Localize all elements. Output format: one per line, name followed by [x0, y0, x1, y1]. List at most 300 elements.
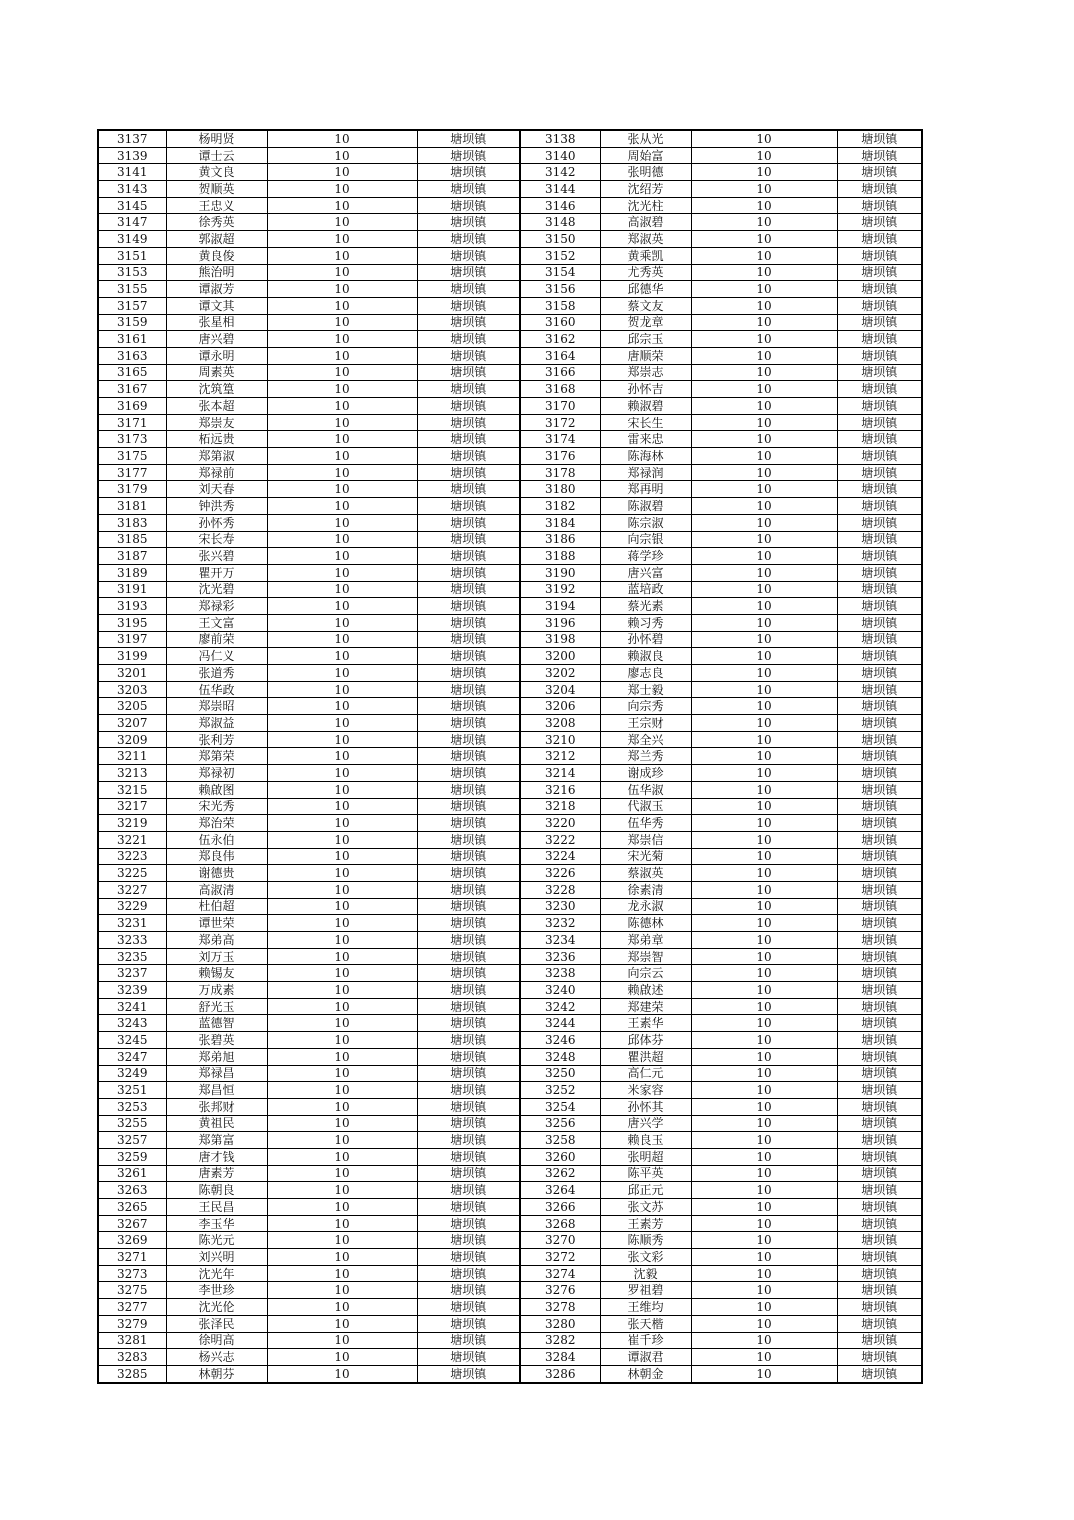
left-name-cell: 廖前荣	[166, 631, 267, 648]
left-name-cell: 郑禄彩	[166, 598, 267, 615]
table-row	[98, 614, 922, 631]
table-row	[98, 231, 922, 248]
right-town-cell: 塘坝镇	[837, 915, 922, 932]
table-row	[98, 464, 922, 481]
left-town-cell: 塘坝镇	[417, 564, 520, 581]
left-amount-cell: 10	[267, 681, 417, 698]
right-name-cell: 蔡文友	[600, 297, 691, 314]
left-name-cell: 蓝德智	[166, 1015, 267, 1032]
right-name-cell: 高仁元	[600, 1065, 691, 1082]
right-name-cell: 陈海林	[600, 448, 691, 465]
right-number-cell: 3170	[520, 398, 600, 415]
right-amount-cell: 10	[691, 231, 837, 248]
left-name-cell: 徐秀英	[166, 214, 267, 231]
left-number-cell: 3147	[98, 214, 166, 231]
left-name-cell: 唐素芳	[166, 1165, 267, 1182]
left-town-cell: 塘坝镇	[417, 414, 520, 431]
table-row	[98, 1265, 922, 1282]
left-name-cell: 张碧英	[166, 1032, 267, 1049]
right-number-cell: 3274	[520, 1265, 600, 1282]
left-amount-cell: 10	[267, 1232, 417, 1249]
right-number-cell: 3156	[520, 281, 600, 298]
right-town-cell: 塘坝镇	[837, 765, 922, 782]
right-name-cell: 赖淑碧	[600, 398, 691, 415]
right-number-cell: 3258	[520, 1132, 600, 1149]
left-name-cell: 张本超	[166, 398, 267, 415]
left-amount-cell: 10	[267, 331, 417, 348]
left-name-cell: 沈筑篁	[166, 381, 267, 398]
right-amount-cell: 10	[691, 1032, 837, 1049]
left-number-cell: 3261	[98, 1165, 166, 1182]
left-amount-cell: 10	[267, 414, 417, 431]
right-name-cell: 邱体芬	[600, 1032, 691, 1049]
left-name-cell: 周素英	[166, 364, 267, 381]
right-town-cell: 塘坝镇	[837, 731, 922, 748]
left-number-cell: 3283	[98, 1349, 166, 1366]
left-number-cell: 3233	[98, 932, 166, 949]
right-name-cell: 王素华	[600, 1015, 691, 1032]
table-row	[98, 715, 922, 732]
table-row	[98, 381, 922, 398]
table-row	[98, 1215, 922, 1232]
right-amount-cell: 10	[691, 531, 837, 548]
table-row	[98, 431, 922, 448]
left-name-cell: 谭世荣	[166, 915, 267, 932]
right-town-cell: 塘坝镇	[837, 1232, 922, 1249]
right-amount-cell: 10	[691, 414, 837, 431]
left-number-cell: 3187	[98, 548, 166, 565]
right-town-cell: 塘坝镇	[837, 564, 922, 581]
table-row	[98, 815, 922, 832]
right-amount-cell: 10	[691, 398, 837, 415]
right-amount-cell: 10	[691, 1199, 837, 1216]
left-number-cell: 3163	[98, 347, 166, 364]
left-town-cell: 塘坝镇	[417, 531, 520, 548]
table-row	[98, 898, 922, 915]
right-town-cell: 塘坝镇	[837, 1048, 922, 1065]
table-row	[98, 1232, 922, 1249]
left-name-cell: 黄文良	[166, 164, 267, 181]
left-name-cell: 张邦财	[166, 1098, 267, 1115]
table-row	[98, 214, 922, 231]
left-town-cell: 塘坝镇	[417, 247, 520, 264]
left-town-cell: 塘坝镇	[417, 214, 520, 231]
right-amount-cell: 10	[691, 498, 837, 515]
left-name-cell: 冯仁义	[166, 648, 267, 665]
left-number-cell: 3263	[98, 1182, 166, 1199]
left-town-cell: 塘坝镇	[417, 1115, 520, 1132]
right-number-cell: 3268	[520, 1215, 600, 1232]
right-town-cell: 塘坝镇	[837, 965, 922, 982]
left-name-cell: 陈光元	[166, 1232, 267, 1249]
table-row	[98, 498, 922, 515]
right-number-cell: 3162	[520, 331, 600, 348]
left-name-cell: 谭士云	[166, 147, 267, 164]
right-town-cell: 塘坝镇	[837, 1349, 922, 1366]
right-amount-cell: 10	[691, 715, 837, 732]
left-name-cell: 郑崇友	[166, 414, 267, 431]
left-town-cell: 塘坝镇	[417, 614, 520, 631]
left-name-cell: 伍永伯	[166, 831, 267, 848]
right-name-cell: 向宗银	[600, 531, 691, 548]
left-town-cell: 塘坝镇	[417, 581, 520, 598]
right-name-cell: 沈绍芳	[600, 181, 691, 198]
left-number-cell: 3145	[98, 197, 166, 214]
left-amount-cell: 10	[267, 598, 417, 615]
right-amount-cell: 10	[691, 915, 837, 932]
left-number-cell: 3255	[98, 1115, 166, 1132]
right-amount-cell: 10	[691, 1249, 837, 1266]
right-amount-cell: 10	[691, 815, 837, 832]
left-amount-cell: 10	[267, 281, 417, 298]
left-name-cell: 高淑清	[166, 881, 267, 898]
right-number-cell: 3158	[520, 297, 600, 314]
left-amount-cell: 10	[267, 731, 417, 748]
table-row	[98, 698, 922, 715]
right-town-cell: 塘坝镇	[837, 1115, 922, 1132]
right-name-cell: 尤秀英	[600, 264, 691, 281]
left-number-cell: 3139	[98, 147, 166, 164]
table-row	[98, 731, 922, 748]
left-town-cell: 塘坝镇	[417, 1032, 520, 1049]
right-town-cell: 塘坝镇	[837, 998, 922, 1015]
right-town-cell: 塘坝镇	[837, 1249, 922, 1266]
right-amount-cell: 10	[691, 748, 837, 765]
right-name-cell: 罗祖碧	[600, 1282, 691, 1299]
right-amount-cell: 10	[691, 1148, 837, 1165]
table-row	[98, 281, 922, 298]
left-amount-cell: 10	[267, 1282, 417, 1299]
left-number-cell: 3267	[98, 1215, 166, 1232]
left-amount-cell: 10	[267, 398, 417, 415]
right-amount-cell: 10	[691, 1232, 837, 1249]
right-name-cell: 谢成珍	[600, 765, 691, 782]
right-amount-cell: 10	[691, 781, 837, 798]
left-town-cell: 塘坝镇	[417, 1098, 520, 1115]
right-name-cell: 郑建荣	[600, 998, 691, 1015]
right-number-cell: 3242	[520, 998, 600, 1015]
left-amount-cell: 10	[267, 715, 417, 732]
left-amount-cell: 10	[267, 631, 417, 648]
right-name-cell: 陈淑碧	[600, 498, 691, 515]
right-amount-cell: 10	[691, 648, 837, 665]
right-number-cell: 3140	[520, 147, 600, 164]
left-number-cell: 3253	[98, 1098, 166, 1115]
table-row	[98, 1282, 922, 1299]
right-amount-cell: 10	[691, 197, 837, 214]
table-row	[98, 831, 922, 848]
left-name-cell: 张兴碧	[166, 548, 267, 565]
table-row	[98, 247, 922, 264]
table-row	[98, 164, 922, 181]
right-amount-cell: 10	[691, 247, 837, 264]
table-row	[98, 1015, 922, 1032]
left-number-cell: 3137	[98, 130, 166, 147]
right-amount-cell: 10	[691, 881, 837, 898]
left-name-cell: 谭文其	[166, 297, 267, 314]
right-name-cell: 邱德华	[600, 281, 691, 298]
left-name-cell: 舒光玉	[166, 998, 267, 1015]
left-amount-cell: 10	[267, 464, 417, 481]
left-town-cell: 塘坝镇	[417, 982, 520, 999]
left-town-cell: 塘坝镇	[417, 181, 520, 198]
left-number-cell: 3193	[98, 598, 166, 615]
right-amount-cell: 10	[691, 1182, 837, 1199]
table-row	[98, 1115, 922, 1132]
right-amount-cell: 10	[691, 1015, 837, 1032]
left-town-cell: 塘坝镇	[417, 965, 520, 982]
left-town-cell: 塘坝镇	[417, 1048, 520, 1065]
left-name-cell: 黄祖民	[166, 1115, 267, 1132]
left-name-cell: 张星相	[166, 314, 267, 331]
right-amount-cell: 10	[691, 181, 837, 198]
right-amount-cell: 10	[691, 431, 837, 448]
left-amount-cell: 10	[267, 1148, 417, 1165]
right-town-cell: 塘坝镇	[837, 948, 922, 965]
right-amount-cell: 10	[691, 982, 837, 999]
left-name-cell: 张道秀	[166, 665, 267, 682]
left-amount-cell: 10	[267, 214, 417, 231]
right-number-cell: 3200	[520, 648, 600, 665]
left-number-cell: 3205	[98, 698, 166, 715]
left-number-cell: 3189	[98, 564, 166, 581]
left-town-cell: 塘坝镇	[417, 281, 520, 298]
table-row	[98, 448, 922, 465]
left-amount-cell: 10	[267, 531, 417, 548]
table-row	[98, 1349, 922, 1366]
right-number-cell: 3272	[520, 1249, 600, 1266]
right-town-cell: 塘坝镇	[837, 665, 922, 682]
right-name-cell: 孙怀吉	[600, 381, 691, 398]
right-town-cell: 塘坝镇	[837, 598, 922, 615]
right-number-cell: 3216	[520, 781, 600, 798]
left-number-cell: 3265	[98, 1199, 166, 1216]
right-town-cell: 塘坝镇	[837, 197, 922, 214]
left-name-cell: 宋长寿	[166, 531, 267, 548]
right-number-cell: 3206	[520, 698, 600, 715]
left-number-cell: 3269	[98, 1232, 166, 1249]
left-number-cell: 3273	[98, 1265, 166, 1282]
right-number-cell: 3248	[520, 1048, 600, 1065]
right-amount-cell: 10	[691, 1065, 837, 1082]
right-town-cell: 塘坝镇	[837, 1182, 922, 1199]
right-number-cell: 3236	[520, 948, 600, 965]
left-name-cell: 贺顺英	[166, 181, 267, 198]
right-amount-cell: 10	[691, 331, 837, 348]
left-name-cell: 郑禄初	[166, 765, 267, 782]
left-number-cell: 3247	[98, 1048, 166, 1065]
left-number-cell: 3235	[98, 948, 166, 965]
left-amount-cell: 10	[267, 848, 417, 865]
right-amount-cell: 10	[691, 1349, 837, 1366]
left-amount-cell: 10	[267, 831, 417, 848]
right-number-cell: 3220	[520, 815, 600, 832]
left-town-cell: 塘坝镇	[417, 314, 520, 331]
right-amount-cell: 10	[691, 548, 837, 565]
right-amount-cell: 10	[691, 364, 837, 381]
left-number-cell: 3259	[98, 1148, 166, 1165]
table-row	[98, 1132, 922, 1149]
left-town-cell: 塘坝镇	[417, 398, 520, 415]
right-name-cell: 代淑玉	[600, 798, 691, 815]
left-name-cell: 刘天春	[166, 481, 267, 498]
left-number-cell: 3241	[98, 998, 166, 1015]
table-row	[98, 1065, 922, 1082]
left-town-cell: 塘坝镇	[417, 1265, 520, 1282]
right-name-cell: 郑再明	[600, 481, 691, 498]
left-town-cell: 塘坝镇	[417, 915, 520, 932]
right-name-cell: 高淑碧	[600, 214, 691, 231]
left-number-cell: 3159	[98, 314, 166, 331]
left-number-cell: 3141	[98, 164, 166, 181]
right-amount-cell: 10	[691, 614, 837, 631]
right-name-cell: 赖习秀	[600, 614, 691, 631]
right-number-cell: 3224	[520, 848, 600, 865]
right-amount-cell: 10	[691, 381, 837, 398]
table-row	[98, 798, 922, 815]
left-name-cell: 刘兴明	[166, 1249, 267, 1266]
right-amount-cell: 10	[691, 865, 837, 882]
right-name-cell: 郑崇智	[600, 948, 691, 965]
left-number-cell: 3177	[98, 464, 166, 481]
left-amount-cell: 10	[267, 1115, 417, 1132]
right-number-cell: 3232	[520, 915, 600, 932]
left-number-cell: 3203	[98, 681, 166, 698]
right-town-cell: 塘坝镇	[837, 181, 922, 198]
right-number-cell: 3164	[520, 347, 600, 364]
right-amount-cell: 10	[691, 448, 837, 465]
left-amount-cell: 10	[267, 1315, 417, 1332]
table-row	[98, 347, 922, 364]
table-row	[98, 1249, 922, 1266]
table-row	[98, 1332, 922, 1349]
left-amount-cell: 10	[267, 881, 417, 898]
right-town-cell: 塘坝镇	[837, 414, 922, 431]
left-name-cell: 瞿开万	[166, 564, 267, 581]
right-name-cell: 瞿洪超	[600, 1048, 691, 1065]
right-number-cell: 3218	[520, 798, 600, 815]
right-number-cell: 3214	[520, 765, 600, 782]
right-name-cell: 崔千珍	[600, 1332, 691, 1349]
table-row	[98, 331, 922, 348]
left-town-cell: 塘坝镇	[417, 848, 520, 865]
left-name-cell: 黄良俊	[166, 247, 267, 264]
left-amount-cell: 10	[267, 1249, 417, 1266]
right-number-cell: 3282	[520, 1332, 600, 1349]
table-row	[98, 932, 922, 949]
left-number-cell: 3249	[98, 1065, 166, 1082]
table-row	[98, 631, 922, 648]
right-amount-cell: 10	[691, 1365, 837, 1382]
right-town-cell: 塘坝镇	[837, 681, 922, 698]
right-number-cell: 3264	[520, 1182, 600, 1199]
right-town-cell: 塘坝镇	[837, 631, 922, 648]
right-town-cell: 塘坝镇	[837, 698, 922, 715]
left-amount-cell: 10	[267, 765, 417, 782]
left-name-cell: 钟洪秀	[166, 498, 267, 515]
right-amount-cell: 10	[691, 464, 837, 481]
left-amount-cell: 10	[267, 1032, 417, 1049]
right-town-cell: 塘坝镇	[837, 982, 922, 999]
right-amount-cell: 10	[691, 1315, 837, 1332]
right-name-cell: 伍华秀	[600, 815, 691, 832]
right-town-cell: 塘坝镇	[837, 1265, 922, 1282]
left-name-cell: 刘万玉	[166, 948, 267, 965]
left-amount-cell: 10	[267, 815, 417, 832]
right-town-cell: 塘坝镇	[837, 264, 922, 281]
right-town-cell: 塘坝镇	[837, 748, 922, 765]
left-town-cell: 塘坝镇	[417, 731, 520, 748]
left-name-cell: 郑禄前	[166, 464, 267, 481]
right-town-cell: 塘坝镇	[837, 1082, 922, 1099]
right-name-cell: 郑全兴	[600, 731, 691, 748]
left-name-cell: 郑治荣	[166, 815, 267, 832]
right-name-cell: 伍华淑	[600, 781, 691, 798]
table-row	[98, 982, 922, 999]
right-name-cell: 米家容	[600, 1082, 691, 1099]
left-town-cell: 塘坝镇	[417, 1282, 520, 1299]
left-number-cell: 3223	[98, 848, 166, 865]
table-row	[98, 548, 922, 565]
left-name-cell: 谭永明	[166, 347, 267, 364]
left-amount-cell: 10	[267, 1098, 417, 1115]
left-number-cell: 3227	[98, 881, 166, 898]
right-town-cell: 塘坝镇	[837, 531, 922, 548]
left-town-cell: 塘坝镇	[417, 815, 520, 832]
right-name-cell: 陈顺秀	[600, 1232, 691, 1249]
right-town-cell: 塘坝镇	[837, 1365, 922, 1382]
left-name-cell: 郑第荣	[166, 748, 267, 765]
right-number-cell: 3256	[520, 1115, 600, 1132]
right-name-cell: 王素芳	[600, 1215, 691, 1232]
right-name-cell: 徐素清	[600, 881, 691, 898]
right-number-cell: 3250	[520, 1065, 600, 1082]
table-row	[98, 1182, 922, 1199]
table-row	[98, 1365, 922, 1382]
right-town-cell: 塘坝镇	[837, 448, 922, 465]
right-name-cell: 廖志良	[600, 665, 691, 682]
left-amount-cell: 10	[267, 364, 417, 381]
table-row	[98, 665, 922, 682]
left-town-cell: 塘坝镇	[417, 1299, 520, 1316]
right-name-cell: 张文彩	[600, 1249, 691, 1266]
left-town-cell: 塘坝镇	[417, 548, 520, 565]
right-amount-cell: 10	[691, 731, 837, 748]
left-name-cell: 李世珍	[166, 1282, 267, 1299]
right-town-cell: 塘坝镇	[837, 297, 922, 314]
left-town-cell: 塘坝镇	[417, 765, 520, 782]
right-town-cell: 塘坝镇	[837, 498, 922, 515]
right-name-cell: 张文苏	[600, 1199, 691, 1216]
right-name-cell: 蓝培政	[600, 581, 691, 598]
right-number-cell: 3188	[520, 548, 600, 565]
left-number-cell: 3275	[98, 1282, 166, 1299]
left-amount-cell: 10	[267, 781, 417, 798]
table-row	[98, 398, 922, 415]
left-number-cell: 3207	[98, 715, 166, 732]
table-row	[98, 1165, 922, 1182]
left-name-cell: 谭淑芳	[166, 281, 267, 298]
right-number-cell: 3144	[520, 181, 600, 198]
right-amount-cell: 10	[691, 564, 837, 581]
left-town-cell: 塘坝镇	[417, 331, 520, 348]
left-name-cell: 唐才钱	[166, 1148, 267, 1165]
left-number-cell: 3239	[98, 982, 166, 999]
left-number-cell: 3161	[98, 331, 166, 348]
right-name-cell: 孙怀碧	[600, 631, 691, 648]
left-amount-cell: 10	[267, 1349, 417, 1366]
right-town-cell: 塘坝镇	[837, 815, 922, 832]
